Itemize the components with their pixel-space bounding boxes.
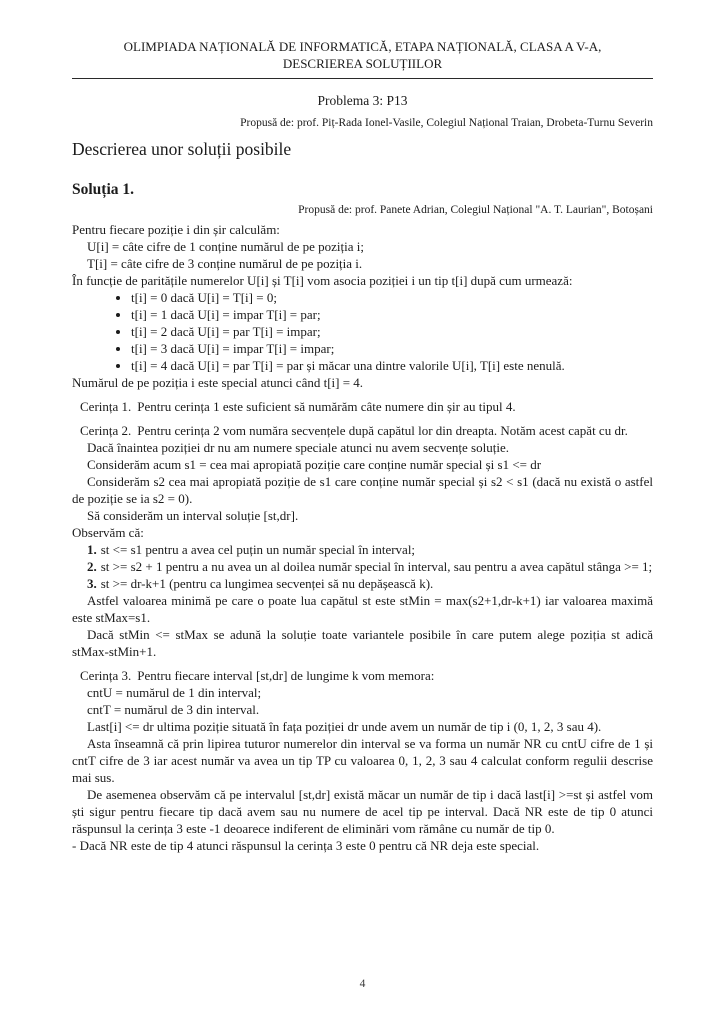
- cerinta-2-p4: Să considerăm un interval soluție [st,dr].: [87, 508, 299, 523]
- observation-3-number: 3.: [87, 576, 97, 591]
- cerinta-2-label: Cerința 2.: [80, 423, 132, 438]
- cerinta-1-label: Cerința 1.: [80, 399, 132, 414]
- running-head: [72, 38, 653, 79]
- cerinta-2-p5: Astfel valoarea minimă pe care o poate lua capătul st este stMin = max(s2+1,dr-k+1) iar valoarea maximă este stMax=s1.: [72, 593, 653, 625]
- type-rule-item: • t[i] = 0 dacă U[i] = T[i] = 0;: [131, 289, 653, 306]
- solution-body: [72, 221, 653, 854]
- cerinta-2-text: Pentru cerința 2 vom număra secvențele după capătul lor din dreapta. Notăm acest capăt cu dr.: [137, 423, 628, 438]
- cerinta-3-text: Pentru fiecare interval [st,dr] de lungime k vom memora:: [137, 668, 435, 683]
- t-definition: T[i] = câte cifre de 3 conține numărul de pe poziția i.: [87, 256, 363, 271]
- type-rule-item: • t[i] = 3 dacă U[i] = impar T[i] = impar;: [131, 340, 653, 357]
- cerinta-2-p2: Considerăm acum s1 = cea mai apropiată poziție care conține număr special și s1 <= dr: [87, 457, 542, 472]
- cerinta-2-p1: Dacă înaintea poziției dr nu am numere speciale atunci nu avem secvențe soluție.: [87, 440, 509, 455]
- observation-1-number: 1.: [87, 542, 97, 557]
- cerinta-3-p1: Asta înseamnă că prin lipirea tuturor numerelor din interval se va forma un număr NR cu cntU cifre de 1 și cntT cifre de 3 iar acest număr va avea un tip TP cu valoarea 0, 1, 2, 3 sau 4 calculat conform regulii descrise mai sus.: [72, 736, 653, 785]
- cerinta-2-p3: Considerăm s2 cea mai apropiată poziție de s1 care conține număr special și s2 < s1 (dacă nu există o astfel de poziție se ia s2 = 0).: [72, 474, 653, 506]
- page-number: 4: [359, 978, 366, 990]
- cerinta-3-label: Cerința 3.: [80, 668, 132, 683]
- type-rule-item: • t[i] = 2 dacă U[i] = par T[i] = impar;: [131, 323, 653, 340]
- last-definition: Last[i] <= dr ultima poziție situată în fața poziției dr unde avem un număr de tip i (0, 1, 2, 3 sau 4).: [87, 719, 602, 734]
- observation-3: [72, 575, 653, 592]
- special-note-paragraph: Numărul de pe poziția i este special atunci când t[i] = 4.: [72, 375, 364, 390]
- page-content: [72, 38, 653, 854]
- type-rules-list: [72, 289, 653, 374]
- cerinta-3-p3: - Dacă NR este de tip 4 atunci răspunsul la cerința 3 este 0 pentru că NR deja este special.: [72, 838, 540, 853]
- observation-2-text: st >= s2 + 1 pentru a nu avea un al doilea număr special în interval, sau pentru a avea capătul stânga >= 1;: [100, 559, 653, 574]
- intro-paragraph: Pentru fiecare poziție i din șir calculăm:: [72, 222, 280, 237]
- cerinta-3-paragraph: [72, 667, 653, 684]
- observation-3-text: st >= dr-k+1 (pentru ca lungimea secvenței să nu depășească k).: [100, 576, 434, 591]
- type-rule-item: • t[i] = 4 dacă U[i] = par T[i] = par și măcar una dintre valorile U[i], T[i] este nenulă.: [131, 357, 653, 374]
- problem-title: Problema 3: P13: [317, 93, 408, 108]
- cerinta-1-text: Pentru cerința 1 este suficient să numărăm câte numere din șir au tipul 4.: [137, 399, 516, 414]
- running-head-line1: OLIMPIADA NAȚIONALĂ DE INFORMATICĂ, ETAPA NAȚIONALĂ, CLASA A V-A,: [123, 39, 602, 54]
- observation-1-text: st <= s1 pentru a avea cel puțin un număr special în interval;: [100, 542, 416, 557]
- cerinta-2-p6: Dacă stMin <= stMax se adună la soluție toate variantele posibile în care putem alege poziția st adică stMax-stMin+1.: [72, 627, 653, 659]
- running-head-line2: DESCRIEREA SOLUȚIILOR: [282, 56, 443, 71]
- type-rule-item: • t[i] = 1 dacă U[i] = impar T[i] = par;: [131, 306, 653, 323]
- u-definition: U[i] = câte cifre de 1 conține numărul de pe poziția i;: [87, 239, 364, 254]
- observe-intro-paragraph: Observăm că:: [72, 525, 144, 540]
- proposed-by-problem: Propusă de: prof. Piț-Rada Ionel-Vasile, Colegiul Național Traian, Drobeta-Turnu Severin: [240, 117, 653, 129]
- cntt-definition: cntT = numărul de 3 din interval.: [87, 702, 260, 717]
- proposed-by-solution: Propusă de: prof. Panete Adrian, Colegiul Național "A. T. Laurian", Botoșani: [298, 204, 653, 216]
- cntu-definition: cntU = numărul de 1 din interval;: [87, 685, 262, 700]
- solution-1-heading: Soluția 1.: [72, 181, 135, 198]
- observation-2-number: 2.: [87, 559, 97, 574]
- observation-1: [72, 541, 653, 558]
- cerinta-3-p2: De asemenea observăm că pe intervalul [st,dr] există măcar un număr de tip i dacă last[i] >=st și astfel vom ști sigur pentru fiecare tip dacă avem sau nu numere de acel tip pe interval. Dacă NR este de tip 0 atunci răspunsul la cerința 3 este -1 deoarece indiferent de eliminări vom rămâne cu număr de tip 0.: [72, 787, 653, 836]
- type-intro-paragraph: În funcție de paritățile numerelor U[i] și T[i] vom asocia poziției i un tip t[i] după cum urmează:: [72, 273, 573, 288]
- cerinta-2-paragraph: [72, 422, 653, 439]
- section-title: Descrierea unor soluții posibile: [72, 139, 292, 159]
- cerinta-1-paragraph: [72, 398, 653, 415]
- observation-2: [72, 558, 653, 575]
